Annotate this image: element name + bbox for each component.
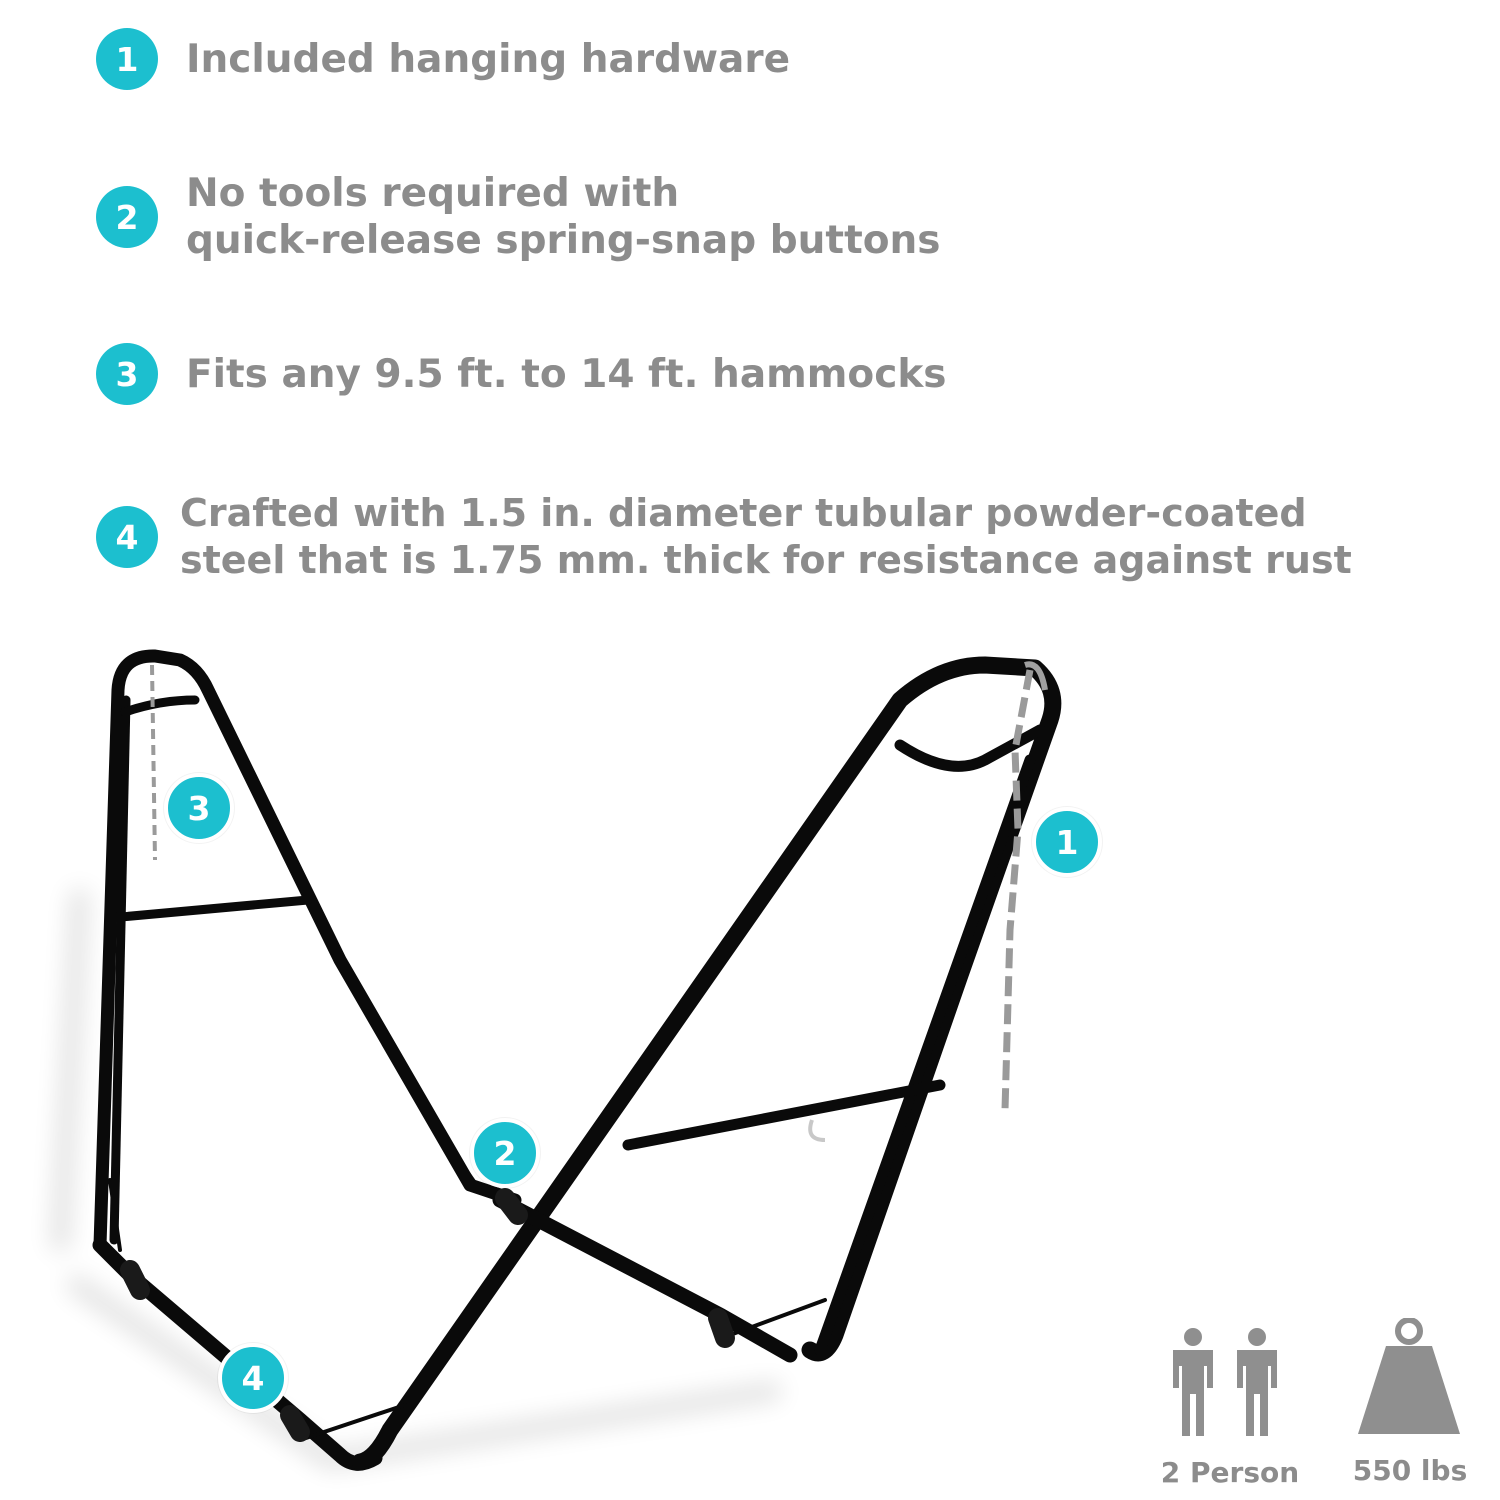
callout-2: 2 — [470, 1118, 540, 1188]
feature-line: steel that is 1.75 mm. thick for resistance against rust — [180, 538, 1352, 582]
number-badge: 3 — [96, 343, 158, 405]
feature-line: Included hanging hardware — [186, 36, 791, 82]
feature-item-4 — [96, 490, 1352, 584]
feature-line: Crafted with 1.5 in. diameter tubular powder-coated — [180, 491, 1307, 535]
number-badge: 2 — [96, 186, 158, 248]
weight-icon — [1356, 1318, 1462, 1438]
capacity-people-label: 2 Person — [1160, 1456, 1300, 1489]
feature-line: No tools required with — [186, 171, 680, 216]
callout-3: 3 — [164, 773, 234, 843]
feature-text — [186, 351, 946, 398]
callout-1: 1 — [1032, 807, 1102, 877]
crossbar-clip — [810, 1120, 825, 1140]
stand-frame — [100, 656, 1053, 1463]
callout-4: 4 — [218, 1343, 288, 1413]
feature-text — [180, 490, 1352, 584]
feature-item-3 — [96, 343, 946, 405]
number-badge: 1 — [96, 28, 158, 90]
chain-icon — [152, 665, 1030, 1110]
feature-item-1 — [96, 28, 790, 90]
feature-item-2 — [96, 170, 940, 264]
person-icon — [1160, 1328, 1290, 1438]
feature-text — [186, 36, 790, 83]
capacity-weight-label: 550 lbs — [1352, 1454, 1468, 1487]
feature-line: Fits any 9.5 ft. to 14 ft. hammocks — [186, 351, 947, 397]
feature-line: quick-release spring-snap buttons — [186, 218, 941, 263]
feature-text — [186, 170, 940, 264]
number-badge: 4 — [96, 506, 158, 568]
